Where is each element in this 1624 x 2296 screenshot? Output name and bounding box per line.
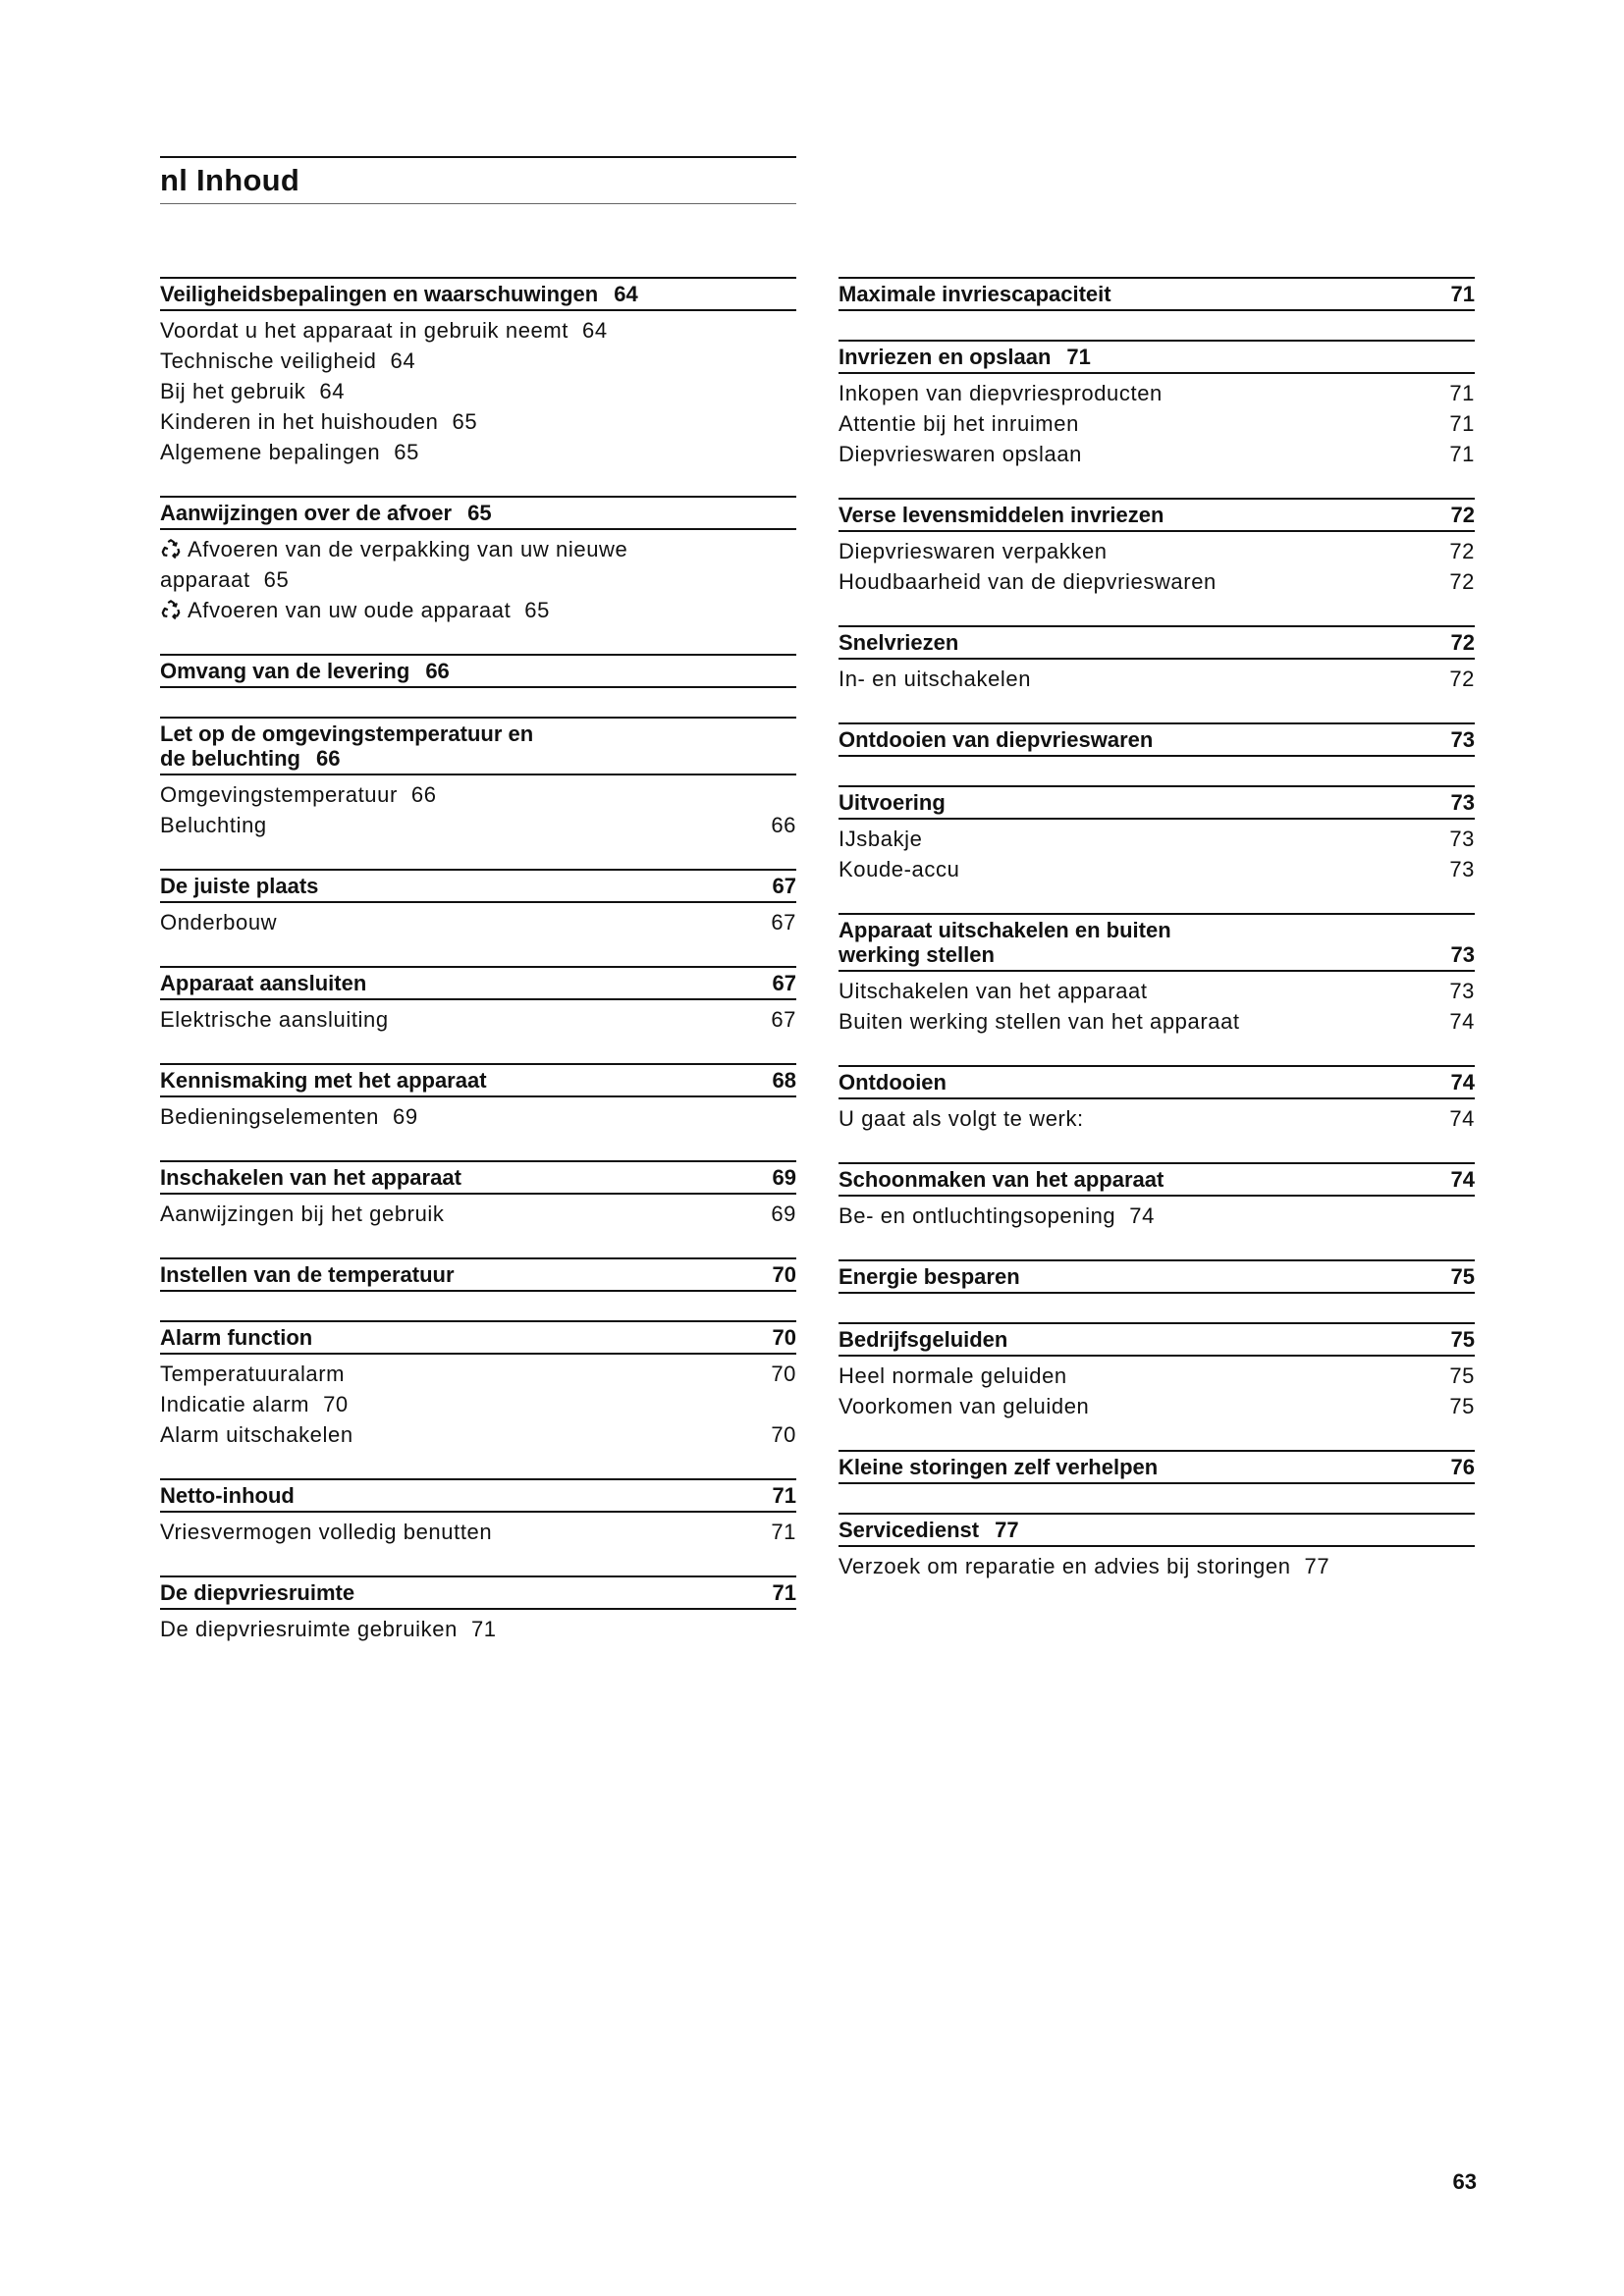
entry-title-text: Koude-accu bbox=[839, 857, 960, 881]
section-page-number: 76 bbox=[1450, 1455, 1475, 1479]
entry-title bbox=[160, 564, 796, 595]
entry-page-number: 65 bbox=[394, 440, 419, 464]
entry-title bbox=[839, 1006, 1435, 1037]
toc-entry[interactable] bbox=[839, 1391, 1475, 1421]
section-title bbox=[160, 501, 796, 525]
entry-title bbox=[160, 779, 796, 810]
entry-title-text: Omgevingstemperatuur bbox=[160, 782, 398, 807]
entry-title-text: In- en uitschakelen bbox=[839, 667, 1032, 691]
section-title-text: Servicedienst bbox=[839, 1518, 980, 1542]
section-heading[interactable] bbox=[160, 1320, 796, 1355]
entry-page-number: 66 bbox=[410, 782, 437, 807]
entry-title-text: Afvoeren van uw oude apparaat bbox=[188, 598, 512, 622]
section-title bbox=[160, 282, 796, 306]
toc-section bbox=[160, 1160, 796, 1229]
section-heading[interactable] bbox=[160, 1063, 796, 1097]
section-title bbox=[160, 1068, 757, 1093]
toc-section bbox=[160, 869, 796, 937]
entry-title bbox=[160, 406, 796, 437]
entry-title-text: Bedieningselementen bbox=[160, 1104, 379, 1129]
toc-section bbox=[160, 496, 796, 625]
section-title bbox=[160, 1325, 757, 1350]
section-heading[interactable] bbox=[839, 1450, 1475, 1484]
toc-section bbox=[839, 277, 1475, 311]
toc-entry[interactable] bbox=[160, 534, 796, 564]
entry-title bbox=[839, 1201, 1475, 1231]
section-heading[interactable] bbox=[839, 498, 1475, 532]
entry-title bbox=[839, 976, 1435, 1006]
entry-title bbox=[160, 1517, 757, 1547]
section-title bbox=[839, 1264, 1435, 1289]
toc-section bbox=[839, 498, 1475, 597]
toc-section bbox=[160, 1478, 796, 1547]
section-heading[interactable] bbox=[160, 1478, 796, 1513]
entry-title bbox=[160, 810, 757, 840]
entry-title bbox=[839, 1103, 1435, 1134]
toc-section bbox=[160, 277, 796, 467]
section-title-text: Snelvriezen bbox=[839, 630, 959, 655]
section-heading[interactable] bbox=[839, 1259, 1475, 1294]
section-title bbox=[839, 630, 1435, 655]
entry-page-number: 75 bbox=[1449, 1394, 1475, 1418]
section-heading[interactable] bbox=[839, 1513, 1475, 1547]
section-heading[interactable] bbox=[839, 1322, 1475, 1357]
section-heading[interactable] bbox=[839, 913, 1475, 972]
title-block bbox=[160, 156, 796, 204]
section-title bbox=[839, 282, 1435, 306]
section-title-text: Netto-inhoud bbox=[160, 1483, 295, 1508]
entry-title-text: Bij het gebruik bbox=[160, 379, 306, 403]
section-heading[interactable] bbox=[160, 277, 796, 311]
section-items bbox=[160, 1610, 796, 1644]
entry-title bbox=[839, 1391, 1435, 1421]
entry-title bbox=[160, 1419, 757, 1450]
section-title bbox=[839, 345, 1475, 369]
entry-page-number: 72 bbox=[1449, 539, 1475, 563]
entry-page-number: 65 bbox=[263, 567, 290, 592]
section-items bbox=[160, 1000, 796, 1035]
toc-section bbox=[839, 1513, 1475, 1581]
section-page-number: 73 bbox=[1450, 727, 1475, 752]
section-heading[interactable] bbox=[160, 966, 796, 1000]
toc-section bbox=[839, 1322, 1475, 1421]
entry-page-number: 65 bbox=[524, 598, 550, 622]
entry-title-text: Vriesvermogen volledig benutten bbox=[160, 1520, 493, 1544]
section-page-number: 65 bbox=[467, 501, 492, 525]
entry-title-text: Voorkomen van geluiden bbox=[839, 1394, 1090, 1418]
section-heading[interactable] bbox=[160, 869, 796, 903]
section-items bbox=[839, 1547, 1475, 1581]
entry-title bbox=[839, 378, 1435, 408]
toc-entry[interactable] bbox=[160, 907, 796, 937]
toc-entry[interactable] bbox=[160, 406, 796, 437]
section-page-number: 70 bbox=[772, 1325, 796, 1350]
section-title-text: Alarm function bbox=[160, 1325, 313, 1350]
section-title-text: Apparaat uitschakelen en buiten bbox=[839, 918, 1171, 942]
entry-page-number: 70 bbox=[771, 1362, 796, 1386]
toc-entry[interactable] bbox=[160, 1419, 796, 1450]
section-page-number: 75 bbox=[1450, 1327, 1475, 1352]
section-items bbox=[160, 1195, 796, 1229]
toc-entry[interactable] bbox=[839, 536, 1475, 566]
toc-entry[interactable] bbox=[160, 346, 796, 376]
section-items bbox=[160, 1355, 796, 1450]
section-page-number: 74 bbox=[1450, 1070, 1475, 1095]
section-heading[interactable] bbox=[160, 717, 796, 775]
section-title-line2-text: werking stellen bbox=[839, 942, 995, 967]
entry-title-text: Uitschakelen van het apparaat bbox=[839, 979, 1148, 1003]
toc-entry[interactable] bbox=[160, 595, 796, 625]
section-page-number: 64 bbox=[614, 282, 638, 306]
toc-entry[interactable] bbox=[160, 1517, 796, 1547]
entry-title-text: Heel normale geluiden bbox=[839, 1363, 1067, 1388]
section-title-line2 bbox=[160, 746, 796, 771]
section-heading[interactable] bbox=[160, 1160, 796, 1195]
section-page-number: 71 bbox=[772, 1580, 796, 1605]
entry-title bbox=[839, 1361, 1435, 1391]
recycle-icon bbox=[160, 537, 182, 559]
entry-page-number: 74 bbox=[1449, 1106, 1475, 1131]
section-items bbox=[160, 1513, 796, 1547]
toc-section bbox=[160, 1063, 796, 1132]
entry-title-text: Elektrische aansluiting bbox=[160, 1007, 389, 1032]
entry-page-number: 72 bbox=[1449, 569, 1475, 594]
entry-title-text: Algemene bepalingen bbox=[160, 440, 381, 464]
section-title bbox=[160, 721, 796, 771]
section-page-number: 70 bbox=[772, 1262, 796, 1287]
section-page-number: 68 bbox=[772, 1068, 796, 1093]
toc-section bbox=[160, 717, 796, 840]
entry-page-number: 71 bbox=[1449, 381, 1475, 405]
entry-title-text: Diepvrieswaren opslaan bbox=[839, 442, 1082, 466]
section-page-number: 71 bbox=[1066, 345, 1091, 369]
entry-page-number: 71 bbox=[1449, 411, 1475, 436]
section-title-text: Kennismaking met het apparaat bbox=[160, 1068, 487, 1093]
toc-entry[interactable] bbox=[160, 437, 796, 467]
section-title bbox=[160, 971, 757, 995]
section-page-number: 73 bbox=[1450, 790, 1475, 815]
section-heading[interactable] bbox=[160, 496, 796, 530]
section-title bbox=[839, 790, 1435, 815]
toc-entry[interactable] bbox=[160, 376, 796, 406]
entry-title bbox=[839, 854, 1435, 884]
section-items bbox=[160, 311, 796, 467]
section-title bbox=[839, 1518, 1475, 1542]
section-items bbox=[839, 820, 1475, 884]
section-items bbox=[839, 1197, 1475, 1231]
page-title: nl Inhoud bbox=[160, 163, 300, 197]
section-page-number: 72 bbox=[1450, 630, 1475, 655]
toc-section bbox=[160, 1575, 796, 1644]
entry-page-number: 67 bbox=[771, 910, 796, 934]
toc-entry[interactable] bbox=[839, 1006, 1475, 1037]
recycle-icon bbox=[160, 598, 182, 619]
section-title-text: Omvang van de levering bbox=[160, 659, 410, 683]
entry-title bbox=[839, 824, 1435, 854]
entry-title bbox=[160, 346, 796, 376]
toc-entry[interactable] bbox=[160, 564, 796, 595]
section-heading[interactable] bbox=[839, 1162, 1475, 1197]
section-title bbox=[839, 1070, 1435, 1095]
entry-title bbox=[839, 536, 1435, 566]
entry-title bbox=[160, 534, 796, 564]
toc-entry[interactable] bbox=[839, 566, 1475, 597]
section-items bbox=[160, 530, 796, 625]
toc-entry[interactable] bbox=[839, 664, 1475, 694]
entry-title-text: Aanwijzingen bij het gebruik bbox=[160, 1201, 445, 1226]
section-page-number: 75 bbox=[1450, 1264, 1475, 1289]
toc-entry[interactable] bbox=[839, 378, 1475, 408]
toc-entry[interactable] bbox=[839, 1103, 1475, 1134]
toc-entry[interactable] bbox=[160, 1101, 796, 1132]
toc-entry[interactable] bbox=[839, 1201, 1475, 1231]
toc-section bbox=[839, 1065, 1475, 1134]
toc-entry[interactable] bbox=[839, 408, 1475, 439]
section-page-number: 67 bbox=[772, 971, 796, 995]
section-title bbox=[160, 1262, 757, 1287]
page-number: 63 bbox=[1452, 2169, 1477, 2194]
section-heading[interactable] bbox=[839, 340, 1475, 374]
toc-entry[interactable] bbox=[839, 976, 1475, 1006]
toc-section bbox=[160, 1320, 796, 1450]
entry-page-number: 72 bbox=[1449, 667, 1475, 691]
entry-title bbox=[839, 566, 1435, 597]
toc-section bbox=[839, 1162, 1475, 1231]
entry-title bbox=[839, 1551, 1475, 1581]
entry-title bbox=[160, 437, 796, 467]
entry-title bbox=[839, 664, 1435, 694]
entry-page-number: 73 bbox=[1449, 827, 1475, 851]
section-heading[interactable] bbox=[839, 277, 1475, 311]
entry-page-number: 74 bbox=[1129, 1203, 1155, 1228]
toc-left-column bbox=[160, 277, 796, 1673]
section-title bbox=[160, 1483, 757, 1508]
entry-title-text: apparaat bbox=[160, 567, 250, 592]
section-items bbox=[160, 1097, 796, 1132]
entry-page-number: 67 bbox=[771, 1007, 796, 1032]
toc-entry[interactable] bbox=[839, 439, 1475, 469]
section-items bbox=[160, 775, 796, 840]
toc-entry[interactable] bbox=[160, 1359, 796, 1389]
section-title-text: Kleine storingen zelf verhelpen bbox=[839, 1455, 1159, 1479]
section-heading[interactable] bbox=[839, 625, 1475, 660]
section-title-text: De diepvriesruimte bbox=[160, 1580, 355, 1605]
entry-page-number: 65 bbox=[452, 409, 478, 434]
section-title-line2-text: de beluchting bbox=[160, 746, 300, 771]
section-title-text: Apparaat aansluiten bbox=[160, 971, 367, 995]
section-title-text: Bedrijfsgeluiden bbox=[839, 1327, 1008, 1352]
section-title-text: Energie besparen bbox=[839, 1264, 1020, 1289]
entry-title bbox=[160, 907, 757, 937]
entry-title bbox=[160, 1004, 757, 1035]
entry-title-text: Temperatuuralarm bbox=[160, 1362, 346, 1386]
section-title bbox=[839, 727, 1435, 752]
section-page-number: 71 bbox=[772, 1483, 796, 1508]
entry-page-number: 66 bbox=[771, 813, 796, 837]
section-items bbox=[839, 972, 1475, 1037]
section-title-text: Let op de omgevingstemperatuur en bbox=[160, 721, 534, 746]
section-items bbox=[839, 660, 1475, 694]
entry-page-number: 74 bbox=[1449, 1009, 1475, 1034]
entry-title-text: Afvoeren van de verpakking van uw nieuwe bbox=[188, 537, 628, 561]
entry-title-text: De diepvriesruimte gebruiken bbox=[160, 1617, 458, 1641]
section-title bbox=[160, 1580, 757, 1605]
entry-title-text: Technische veiligheid bbox=[160, 348, 377, 373]
section-title-text: Uitvoering bbox=[839, 790, 946, 815]
toc-entry[interactable] bbox=[160, 1614, 796, 1644]
section-heading[interactable] bbox=[160, 1575, 796, 1610]
section-heading[interactable] bbox=[160, 1257, 796, 1292]
toc-entry[interactable] bbox=[839, 854, 1475, 884]
section-title-text: Verse levensmiddelen invriezen bbox=[839, 503, 1164, 527]
section-heading[interactable] bbox=[160, 654, 796, 688]
entry-page-number: 64 bbox=[582, 318, 608, 343]
section-title-text: Maximale invriescapaciteit bbox=[839, 282, 1111, 306]
entry-title bbox=[160, 595, 796, 625]
entry-page-number: 73 bbox=[1449, 857, 1475, 881]
section-items bbox=[839, 532, 1475, 597]
entry-title bbox=[160, 1101, 796, 1132]
section-title-text: Aanwijzingen over de afvoer bbox=[160, 501, 453, 525]
section-title-text: Ontdooien van diepvrieswaren bbox=[839, 727, 1154, 752]
entry-title-text: Onderbouw bbox=[160, 910, 278, 934]
section-title bbox=[839, 918, 1435, 967]
entry-title bbox=[160, 1614, 796, 1644]
toc-section bbox=[839, 722, 1475, 757]
toc-section bbox=[160, 654, 796, 688]
toc-section bbox=[160, 966, 796, 1035]
entry-page-number: 64 bbox=[390, 348, 416, 373]
toc-entry[interactable] bbox=[160, 810, 796, 840]
section-title bbox=[160, 1165, 757, 1190]
entry-title-text: Be- en ontluchtingsopening bbox=[839, 1203, 1116, 1228]
toc-entry[interactable] bbox=[839, 1551, 1475, 1581]
section-title-text: Schoonmaken van het apparaat bbox=[839, 1167, 1164, 1192]
entry-page-number: 69 bbox=[393, 1104, 418, 1129]
entry-title-text: U gaat als volgt te werk: bbox=[839, 1106, 1084, 1131]
toc-entry[interactable] bbox=[160, 315, 796, 346]
section-page-number: 69 bbox=[772, 1165, 796, 1190]
section-page-number: 73 bbox=[1450, 942, 1475, 967]
toc-entry[interactable] bbox=[160, 779, 796, 810]
section-heading[interactable] bbox=[839, 785, 1475, 820]
section-title-line2 bbox=[839, 942, 1435, 967]
section-title-text: De juiste plaats bbox=[160, 874, 319, 898]
entry-title-text: Voordat u het apparaat in gebruik neemt bbox=[160, 318, 569, 343]
entry-title bbox=[839, 439, 1435, 469]
entry-title-text: Houdbaarheid van de diepvrieswaren bbox=[839, 569, 1217, 594]
entry-title bbox=[160, 315, 796, 346]
entry-page-number: 64 bbox=[319, 379, 346, 403]
section-title-text: Invriezen en opslaan bbox=[839, 345, 1052, 369]
entry-title-text: Diepvrieswaren verpakken bbox=[839, 539, 1108, 563]
entry-page-number: 77 bbox=[1304, 1554, 1330, 1578]
title-bottom-rule bbox=[160, 203, 796, 204]
section-title bbox=[839, 1455, 1435, 1479]
section-items bbox=[839, 1099, 1475, 1134]
section-title bbox=[160, 874, 757, 898]
entry-page-number: 71 bbox=[1449, 442, 1475, 466]
section-title bbox=[839, 503, 1435, 527]
section-title-text: Veiligheidsbepalingen en waarschuwingen bbox=[160, 282, 599, 306]
toc-entry[interactable] bbox=[160, 1199, 796, 1229]
toc-section bbox=[839, 1259, 1475, 1294]
section-title-text: Instellen van de temperatuur bbox=[160, 1262, 455, 1287]
entry-title bbox=[160, 376, 796, 406]
entry-title-text: Inkopen van diepvriesproducten bbox=[839, 381, 1163, 405]
toc-right-column bbox=[839, 277, 1475, 1610]
entry-page-number: 69 bbox=[771, 1201, 796, 1226]
section-title bbox=[839, 1327, 1435, 1352]
toc-entry[interactable] bbox=[160, 1004, 796, 1035]
section-title-text: Ontdooien bbox=[839, 1070, 947, 1095]
toc-entry[interactable] bbox=[839, 824, 1475, 854]
section-title bbox=[839, 1167, 1435, 1192]
toc-section bbox=[839, 625, 1475, 694]
entry-title-text: Attentie bij het inruimen bbox=[839, 411, 1079, 436]
entry-title-text: Verzoek om reparatie en advies bij storingen bbox=[839, 1554, 1291, 1578]
section-page-number: 74 bbox=[1450, 1167, 1475, 1192]
entry-title-text: Buiten werking stellen van het apparaat bbox=[839, 1009, 1240, 1034]
entry-title-text: IJsbakje bbox=[839, 827, 923, 851]
entry-page-number: 70 bbox=[323, 1392, 349, 1416]
entry-title bbox=[160, 1359, 757, 1389]
section-page-number: 77 bbox=[995, 1518, 1019, 1542]
entry-page-number: 71 bbox=[771, 1520, 796, 1544]
entry-page-number: 75 bbox=[1449, 1363, 1475, 1388]
entry-title-text: Indicatie alarm bbox=[160, 1392, 310, 1416]
entry-title-text: Kinderen in het huishouden bbox=[160, 409, 439, 434]
toc-entry[interactable] bbox=[160, 1389, 796, 1419]
entry-title-text: Beluchting bbox=[160, 813, 267, 837]
entry-title bbox=[839, 408, 1435, 439]
section-page-number: 71 bbox=[1450, 282, 1475, 306]
entry-page-number: 71 bbox=[470, 1617, 497, 1641]
section-page-number: 67 bbox=[772, 874, 796, 898]
toc-entry[interactable] bbox=[839, 1361, 1475, 1391]
entry-title-text: Alarm uitschakelen bbox=[160, 1422, 353, 1447]
section-items bbox=[160, 903, 796, 937]
section-heading[interactable] bbox=[839, 722, 1475, 757]
toc-section bbox=[839, 340, 1475, 469]
toc-section bbox=[839, 1450, 1475, 1484]
toc-section bbox=[839, 913, 1475, 1037]
entry-page-number: 70 bbox=[771, 1422, 796, 1447]
entry-title bbox=[160, 1199, 757, 1229]
section-title-text: Inschakelen van het apparaat bbox=[160, 1165, 461, 1190]
section-heading[interactable] bbox=[839, 1065, 1475, 1099]
section-title bbox=[160, 659, 796, 683]
section-items bbox=[839, 1357, 1475, 1421]
toc-section bbox=[839, 785, 1475, 884]
section-page-number: 66 bbox=[425, 659, 450, 683]
entry-page-number: 73 bbox=[1449, 979, 1475, 1003]
entry-title bbox=[160, 1389, 796, 1419]
section-items bbox=[839, 374, 1475, 469]
toc-section bbox=[160, 1257, 796, 1292]
section-page-number: 72 bbox=[1450, 503, 1475, 527]
section-page-number: 66 bbox=[316, 746, 341, 771]
